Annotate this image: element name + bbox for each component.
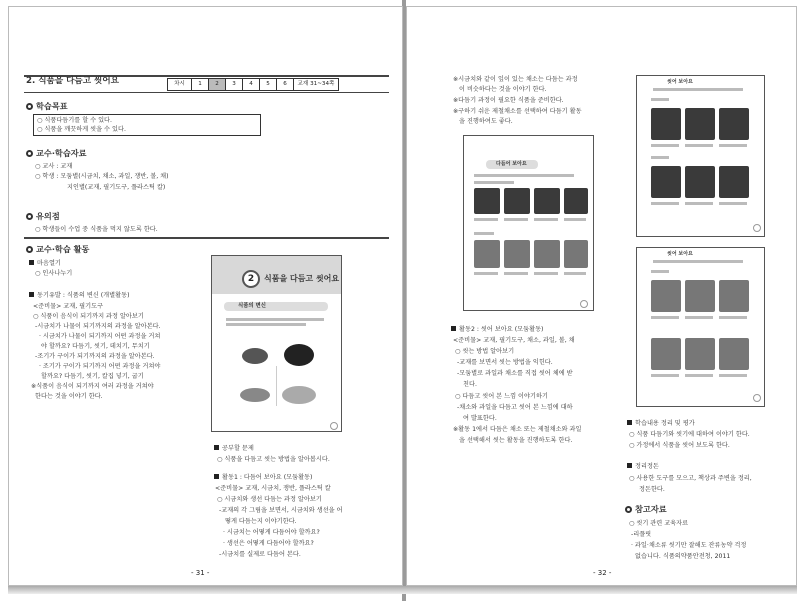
page-number: - 32 -	[593, 569, 612, 577]
ws1-caption	[564, 218, 586, 221]
lesson-table	[167, 78, 339, 91]
ws2-photo	[651, 108, 681, 140]
page-corner-mark-icon	[753, 224, 761, 232]
square-bullet-icon	[29, 260, 34, 265]
lesson-cell: 3	[226, 79, 243, 90]
workbook-text-line	[226, 318, 324, 321]
activity2-line: ○ 씻는 방법 알아보기	[455, 348, 515, 355]
ws1-photo	[504, 240, 530, 268]
goals-heading-text: 학습목표	[36, 101, 68, 111]
activity2-line: -채소와 과일을 다듬고 씻어 본 느낌에 대하	[457, 404, 573, 411]
worksheet-wash-2	[636, 247, 765, 407]
ws1-caption	[474, 218, 498, 221]
summary-line: ○ 식품 다듬기와 씻기에 대하여 이야기 한다.	[629, 431, 750, 438]
materials-heading	[26, 149, 87, 158]
spinach-dish-image	[284, 344, 314, 366]
intro-heading	[29, 259, 61, 268]
caution-heading	[26, 212, 60, 221]
goals-heading	[26, 102, 68, 111]
study-heading-text: 공부할 문제	[222, 445, 254, 452]
ws1-caption	[564, 272, 586, 275]
ws2-text-line	[653, 88, 743, 91]
ws3-label	[651, 270, 669, 273]
goal-item: ○ 식품다듬기를 할 수 있다.	[37, 117, 113, 124]
activity1-line: · 시금치는 어떻게 다듬어야 할까요?	[223, 529, 320, 536]
motivation-line: 야 할까요? 다듬기, 씻기, 데치기, 무치기	[41, 343, 150, 350]
ws1-caption	[504, 218, 528, 221]
ws1-photo	[534, 188, 560, 214]
top-line: ※시금치와 같이 잎이 있는 채소는 다듬는 과정	[453, 76, 578, 83]
summary-heading	[627, 419, 695, 428]
ws3-photo	[651, 280, 681, 312]
closing-heading	[627, 462, 659, 471]
ws2-caption	[685, 144, 713, 147]
ws2-title: 씻어 보아요	[667, 79, 693, 85]
square-bullet-icon	[214, 474, 219, 479]
square-bullet-icon	[627, 420, 632, 425]
motivation-line: ○ 식품이 음식이 되기까지 과정 알아보기	[33, 313, 144, 320]
gear-bullet-icon	[26, 246, 33, 253]
materials-heading-text: 교수·학습자료	[36, 148, 87, 158]
lesson-cell-pages: 교재 31~34쪽	[297, 81, 335, 87]
ws1-photo	[564, 188, 588, 214]
ws2-photo	[651, 166, 681, 198]
workbook-title: 식품을 다듬고 씻어요	[264, 274, 340, 283]
ws3-caption	[685, 374, 713, 377]
reference-heading	[625, 505, 667, 514]
ws3-photo	[685, 280, 715, 312]
gear-bullet-icon	[26, 103, 33, 110]
material-item: ○ 교사 : 교재	[35, 163, 73, 170]
ws2-caption	[719, 144, 747, 147]
fish-image	[240, 388, 270, 402]
gear-bullet-icon	[26, 150, 33, 157]
ws3-caption	[719, 316, 747, 319]
ws2-photo	[719, 166, 749, 198]
intro-heading-text: 마음열기	[37, 260, 61, 267]
ws1-photo	[564, 240, 588, 268]
motivation-heading-text: 동기유발 : 식품의 변신 (개별활동)	[37, 292, 130, 299]
reference-line: -리플릿	[631, 531, 652, 538]
workbook-divider	[276, 366, 277, 406]
ws3-photo	[685, 338, 715, 370]
ws1-title: 다듬어 보아요	[496, 161, 527, 167]
lesson-cell-current: 2	[209, 79, 226, 90]
study-item: ○ 식품을 다듬고 씻는 방법을 알아봅시다.	[217, 456, 330, 463]
worksheet-wash-1	[636, 75, 765, 237]
lesson-cell: 1	[192, 79, 209, 90]
ws3-photo	[719, 338, 749, 370]
ws1-text-line	[474, 174, 574, 177]
title-bottom-rule	[24, 92, 389, 93]
ws3-text-line	[653, 260, 743, 263]
reference-heading-text: 참고자료	[635, 504, 667, 514]
motivation-line: ※식품이 음식이 되기까지 여러 과정을 거쳐야	[31, 383, 154, 390]
ws2-label	[651, 98, 669, 101]
page-corner-mark-icon	[330, 422, 338, 430]
top-line: ※다듬기 과정이 필요한 식품을 준비한다.	[453, 97, 564, 104]
activity2-line: -모둠별로 과일과 채소를 직접 씻어 체에 받	[457, 370, 573, 377]
lesson-cell: 6	[277, 79, 294, 90]
material-item: 지인별(교재, 필기도구, 플라스틱 칼)	[67, 184, 166, 191]
ws1-photo	[474, 240, 500, 268]
summary-line: ○ 가정에서 식품을 씻어 보도록 한다.	[629, 442, 730, 449]
material-item: ○ 학생 : 모둠별(시금치, 채소, 과일, 쟁반, 볼, 채)	[35, 173, 169, 180]
square-bullet-icon	[29, 292, 34, 297]
ws1-label	[474, 232, 494, 235]
reference-line: · 과일·채소류 씻기만 잘해도 잔류농약 걱정	[631, 542, 747, 549]
ws1-photo	[504, 188, 530, 214]
ws3-photo	[719, 280, 749, 312]
activity-heading	[26, 245, 89, 254]
square-bullet-icon	[627, 463, 632, 468]
motivation-line: · 조기가 구이가 되기까지 어떤 과정을 거쳐야	[39, 363, 161, 370]
activity2-heading	[451, 325, 543, 334]
activity1-line: ○ 시금치와 생선 다듬는 과정 알아보기	[217, 496, 322, 503]
ws2-label	[651, 156, 669, 159]
ws1-caption	[504, 272, 528, 275]
activity2-line: 을 선택해서 씻는 활동을 진행하도록 한다.	[459, 437, 573, 444]
lesson-cell: 차시	[168, 79, 192, 90]
spinach-image	[242, 348, 268, 364]
activity1-line: · 생선은 어떻게 다듬어야 할까요?	[223, 540, 314, 547]
top-line: 이 비슷하다는 것을 이야기 한다.	[459, 86, 547, 93]
activity2-line: 여 발표한다.	[463, 415, 497, 422]
ws3-caption	[651, 316, 679, 319]
ws2-photo	[719, 108, 749, 140]
activity-heading-text: 교수·학습 활동	[36, 244, 90, 254]
motivation-line: 한다는 것을 이야기 한다.	[35, 393, 103, 400]
closing-line: ○ 사용한 도구를 모으고, 책상과 주변을 정리,	[629, 475, 752, 482]
left-page	[8, 6, 403, 586]
activity2-line: ※활동 1에서 다듬은 채소 또는 제철채소와 과일	[453, 426, 582, 433]
activity2-line: <준비물> 교재, 필기도구, 채소, 과일, 볼, 채	[453, 337, 575, 344]
activity1-line: <준비물> 교재, 시금치, 쟁반, 플라스틱 칼	[215, 485, 331, 492]
ws1-caption	[534, 272, 558, 275]
lesson-cell: 4	[243, 79, 260, 90]
ws2-photo	[685, 166, 715, 198]
activity2-heading-text: 활동2 : 씻어 보아요 (모둠활동)	[459, 326, 544, 333]
ws1-photo	[474, 188, 500, 214]
activity2-line: ○ 다듬고 씻어 본 느낌 이야기하기	[455, 393, 548, 400]
goal-item: ○ 식품을 깨끗하게 씻을 수 있다.	[37, 126, 126, 133]
ws3-title: 씻어 보아요	[667, 251, 693, 257]
workbook-number: 2	[242, 270, 260, 288]
caution-item: ○ 학생들이 수업 중 식품을 먹지 않도록 한다.	[35, 226, 158, 233]
workbook-sub: 식품의 변신	[238, 303, 266, 309]
top-line: ※구하기 쉬운 제철채소를 선택하여 다듬기 활동	[453, 108, 582, 115]
activity2-line: 친다.	[463, 381, 477, 388]
workbook-thumbnail	[211, 255, 342, 432]
lesson-cell: 5	[260, 79, 277, 90]
study-heading	[214, 444, 254, 453]
right-page	[406, 6, 797, 586]
motivation-line: · 시금치가 나물이 되기까지 어떤 과정을 거쳐	[39, 333, 161, 340]
motivation-line: -조기가 구이가 되기까지의 과정을 알아본다.	[35, 353, 155, 360]
ws2-caption	[719, 202, 747, 205]
ws2-caption	[651, 144, 679, 147]
page-number: - 31 -	[191, 569, 210, 577]
closing-line: 정돈한다.	[639, 486, 665, 493]
square-bullet-icon	[451, 326, 456, 331]
reference-line: ○ 씻기 관련 교육자료	[629, 520, 689, 527]
workbook-text-line	[226, 323, 306, 326]
motivation-line: -시금치가 나물이 되기까지의 과정을 알아본다.	[35, 323, 161, 330]
activity1-line: 떻게 다듬는지 이야기한다.	[225, 518, 297, 525]
closing-heading-text: 정리정돈	[635, 463, 659, 470]
top-line: 을 진행하여도 좋다.	[459, 118, 513, 125]
page-corner-mark-icon	[753, 394, 761, 402]
activity1-heading-text: 활동1 : 다듬어 보아요 (모둠활동)	[222, 474, 313, 481]
motivation-line: 할까요? 다듬기, 씻기, 칼집 넣기, 굽기	[41, 373, 144, 380]
motivation-line: <준비물> 교재, 필기도구	[33, 303, 104, 310]
ws3-caption	[719, 374, 747, 377]
lesson-title: 2. 식품을 다듬고 씻어요	[26, 76, 119, 86]
ws3-photo	[651, 338, 681, 370]
gear-bullet-icon	[625, 506, 632, 513]
activity1-heading	[214, 473, 312, 482]
summary-heading-text: 학습내용 정리 및 평가	[635, 420, 695, 427]
page-shadow	[8, 586, 797, 594]
fish-dish-image	[282, 386, 316, 404]
ws1-photo	[534, 240, 560, 268]
ws2-photo	[685, 108, 715, 140]
gear-bullet-icon	[26, 213, 33, 220]
ws1-text-line	[474, 181, 514, 184]
intro-item: ○ 인사나누기	[35, 270, 73, 277]
activity1-line: -교재의 각 그림을 보면서, 시금치와 생선을 어	[219, 507, 343, 514]
section-rule	[24, 237, 389, 239]
worksheet-trim	[463, 135, 594, 311]
ws1-caption	[474, 272, 498, 275]
activity2-line: -교재를 보면서 씻는 방법을 익힌다.	[457, 359, 553, 366]
ws3-caption	[685, 316, 713, 319]
reference-line: 없습니다. 식품의약품안전청, 2011	[635, 553, 731, 560]
ws1-caption	[534, 218, 558, 221]
activity1-line: -시금치를 실제로 다듬어 본다.	[219, 551, 301, 558]
ws2-caption	[651, 202, 679, 205]
page-corner-mark-icon	[580, 300, 588, 308]
motivation-heading	[29, 291, 129, 300]
caution-heading-text: 유의점	[36, 211, 60, 221]
square-bullet-icon	[214, 445, 219, 450]
ws2-caption	[685, 202, 713, 205]
ws3-caption	[651, 374, 679, 377]
